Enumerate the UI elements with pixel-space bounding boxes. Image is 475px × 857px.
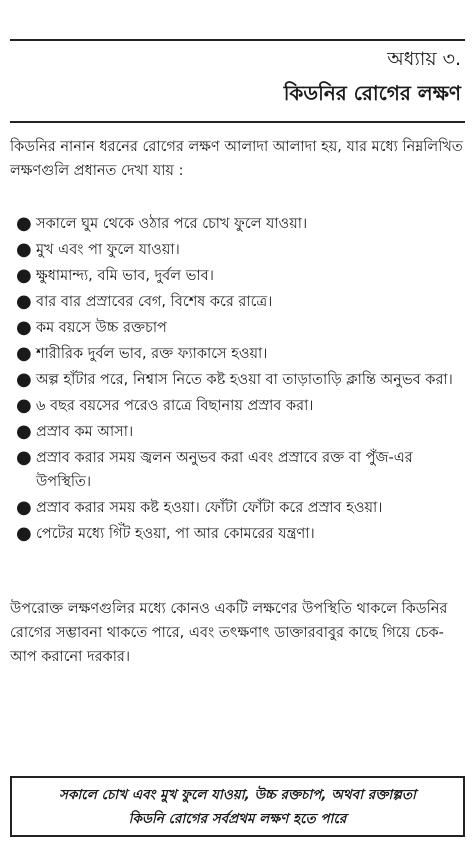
symptom-text: প্রস্রাব করার সময় জ্বলন অনুভব করা এবং প্রস্রাবে রক্ত বা পুঁজ-এর উপস্থিতি। — [36, 450, 413, 490]
list-item — [16, 496, 465, 520]
bullet-icon: ● — [16, 317, 32, 338]
chapter-label: অধ্যায় ৩. — [387, 48, 461, 70]
bullet-icon: ● — [16, 497, 32, 518]
list-item — [16, 212, 465, 236]
symptom-text: প্রস্রাব করার সময় কষ্ট হওয়া। ফোঁটা ফোঁটা করে প্রস্রাব হওয়া। — [36, 500, 383, 516]
symptom-text: মুখ এবং পা ফুলে যাওয়া। — [36, 242, 180, 258]
bullet-icon: ● — [16, 421, 32, 442]
symptom-text: পেটের মধ্যে গিঁট হওয়া, পা আর কোমরের যন্ত্রণা। — [36, 526, 315, 542]
list-item — [16, 290, 465, 314]
list-item — [16, 394, 465, 418]
bullet-icon: ● — [16, 447, 32, 468]
chapter-title: কিডনির রোগের লক্ষণ — [283, 81, 461, 105]
symptom-list — [16, 212, 465, 548]
list-item — [16, 264, 465, 288]
symptom-text: কম বয়সে উচ্চ রক্তচাপ — [36, 320, 167, 336]
list-item — [16, 446, 465, 494]
callout-line-1: সকালে চোখ এবং মুখ ফুলে যাওয়া, উচ্চ রক্তচাপ, অথবা রক্তাল্পতা — [59, 786, 416, 803]
bullet-icon: ● — [16, 343, 32, 364]
symptom-text: প্রস্রাব কম আসা। — [36, 424, 134, 440]
bullet-icon: ● — [16, 395, 32, 416]
list-item — [16, 368, 465, 392]
symptom-text: ক্ষুধামান্দ্য, বমি ভাব, দুর্বল ভাব। — [36, 268, 214, 284]
symptom-text: সকালে ঘুম থেকে ওঠার পরে চোখ ফুলে যাওয়া। — [36, 216, 308, 232]
bullet-icon: ● — [16, 213, 32, 234]
bullet-icon: ● — [16, 239, 32, 260]
header-rule-top — [10, 39, 465, 41]
chapter-heading — [284, 45, 461, 109]
symptom-text: অল্প হাঁটার পরে, নিশ্বাস নিতে কষ্ট হওয়া বা তাড়াতাড়ি ক্লান্তি অনুভব করা। — [36, 372, 453, 388]
bullet-icon: ● — [16, 523, 32, 544]
list-item — [16, 522, 465, 546]
symptom-text: বার বার প্রস্রাবের বেগ, বিশেষ করে রাত্রে। — [36, 294, 273, 310]
bullet-icon: ● — [16, 291, 32, 312]
callout-box — [10, 776, 465, 837]
conclusion-paragraph: উপরোক্ত লক্ষণগুলির মধ্যে কোনও একটি লক্ষণের উপস্থিতি থাকলে কিডনির রোগের সম্ভাবনা থাকতে পারে, এবং তৎক্ষণাৎ ডাক্তারবাবুর কাছে গিয়ে চেক-আপ করানো দরকার। — [10, 601, 448, 665]
intro-paragraph: কিডনির নানান ধরনের রোগের লক্ষণ আলাদা আলাদা হয়, যার মধ্যে নিম্নলিখিত লক্ষণগুলি প্রধানত দেখা যায় : — [10, 139, 463, 179]
list-item — [16, 420, 465, 444]
list-item — [16, 342, 465, 366]
bullet-icon: ● — [16, 369, 32, 390]
list-item — [16, 238, 465, 262]
symptom-text: ৬ বছর বয়সের পরেও রাত্রে বিছানায় প্রস্রাব করা। — [36, 398, 314, 414]
header-rule-bottom — [10, 121, 465, 123]
bullet-icon: ● — [16, 265, 32, 286]
callout-line-2: কিডনি রোগের সর্বপ্রথম লক্ষণ হতে পারে — [128, 810, 347, 827]
list-item — [16, 316, 465, 340]
symptom-text: শারীরিক দুর্বল ভাব, রক্ত ফ্যাকাসে হওয়া। — [36, 346, 268, 362]
